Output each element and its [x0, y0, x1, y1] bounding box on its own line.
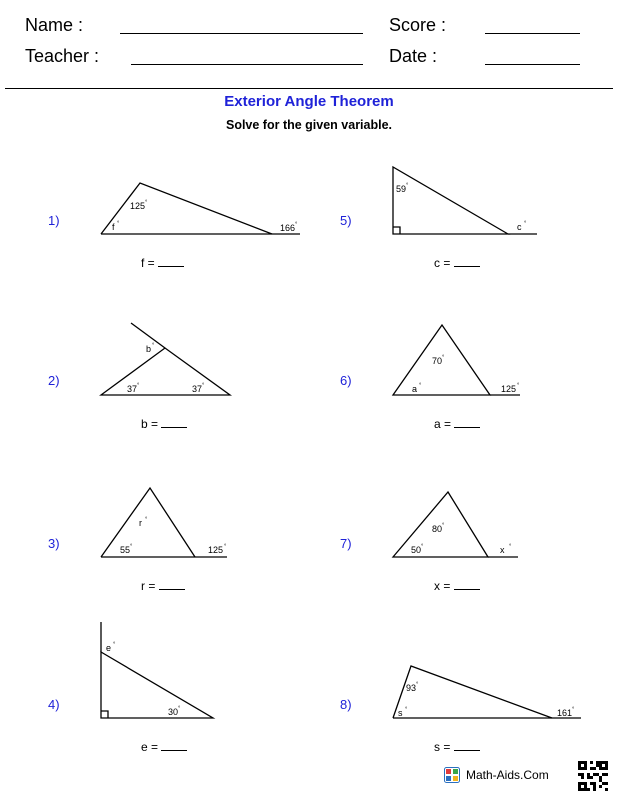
qr-code-icon	[578, 761, 608, 791]
angle-label-8c: 161	[557, 708, 573, 718]
degree-mark: °	[524, 221, 527, 227]
problem-number-7: 7)	[340, 536, 352, 551]
answer-5: c =	[434, 256, 480, 270]
angle-label-3c: 125	[208, 545, 224, 555]
degree-mark: °	[137, 383, 140, 389]
degree-mark: °	[406, 183, 409, 189]
answer-6: a =	[434, 417, 480, 431]
angle-label-6a: 70	[432, 356, 443, 366]
score-label: Score :	[389, 15, 447, 35]
degree-mark: °	[202, 383, 205, 389]
name-label: Name :	[25, 15, 84, 35]
problem-number-8: 8)	[340, 697, 352, 712]
angle-label-5b: c	[517, 222, 522, 232]
angle-label-1b: f	[112, 222, 115, 232]
answer-1: f =	[141, 256, 184, 270]
angle-label-2b: 37	[127, 384, 138, 394]
site-name: Math-Aids.Com	[466, 768, 549, 782]
angle-label-1a: 125	[130, 201, 146, 211]
angle-label-7b: 50	[411, 545, 422, 555]
angle-label-4a: e	[106, 643, 112, 653]
problem-number-4: 4)	[48, 697, 60, 712]
date-label: Date :	[389, 46, 438, 66]
degree-mark: °	[509, 544, 512, 550]
degree-mark: °	[517, 383, 520, 389]
problem-number-1: 1)	[48, 213, 60, 228]
degree-mark: °	[419, 383, 422, 389]
teacher-label: Teacher :	[25, 46, 100, 66]
triangle-5	[393, 167, 537, 234]
degree-mark: °	[117, 221, 120, 227]
angle-label-8a: 93	[406, 683, 417, 693]
degree-mark: °	[421, 544, 424, 550]
triangle-8	[393, 666, 581, 718]
worksheet-title: Exterior Angle Theorem	[224, 93, 394, 110]
problem-number-2: 2)	[48, 373, 60, 388]
triangle-4	[101, 622, 213, 718]
answer-7: x =	[434, 579, 480, 593]
angle-label-6b: a	[412, 384, 418, 394]
problem-number-5: 5)	[340, 213, 352, 228]
degree-mark: °	[295, 222, 298, 228]
degree-mark: °	[130, 544, 133, 550]
answer-2: b =	[141, 417, 187, 431]
angle-label-3a: r	[139, 518, 142, 528]
angle-label-3b: 55	[120, 545, 131, 555]
degree-mark: °	[442, 355, 445, 361]
degree-mark: °	[572, 707, 575, 713]
angle-label-8b: s	[398, 708, 403, 718]
problem-number-3: 3)	[48, 536, 60, 551]
degree-mark: °	[145, 200, 148, 206]
angle-label-2c: 37	[192, 384, 203, 394]
angle-label-1c: 166	[280, 223, 296, 233]
degree-mark: °	[224, 544, 227, 550]
angle-label-6c: 125	[501, 384, 517, 394]
angle-label-7a: 80	[432, 524, 443, 534]
degree-mark: °	[416, 682, 419, 688]
degree-mark: °	[442, 523, 445, 529]
angle-label-2a: b	[146, 344, 152, 354]
worksheet-subtitle: Solve for the given variable.	[225, 118, 393, 132]
degree-mark: °	[178, 706, 181, 712]
problem-number-6: 6)	[340, 373, 352, 388]
degree-mark: °	[145, 517, 148, 523]
triangle-2	[101, 323, 230, 395]
answer-3: r =	[141, 579, 185, 593]
math-aids-logo-icon	[444, 767, 460, 783]
degree-mark: °	[405, 707, 408, 713]
answer-8: s =	[434, 740, 480, 754]
answer-4: e =	[141, 740, 187, 754]
angle-label-4b: 30	[168, 707, 179, 717]
degree-mark: °	[152, 343, 155, 349]
angle-label-5a: 59	[396, 184, 407, 194]
angle-label-7c: x	[500, 545, 505, 555]
degree-mark: °	[113, 642, 116, 648]
